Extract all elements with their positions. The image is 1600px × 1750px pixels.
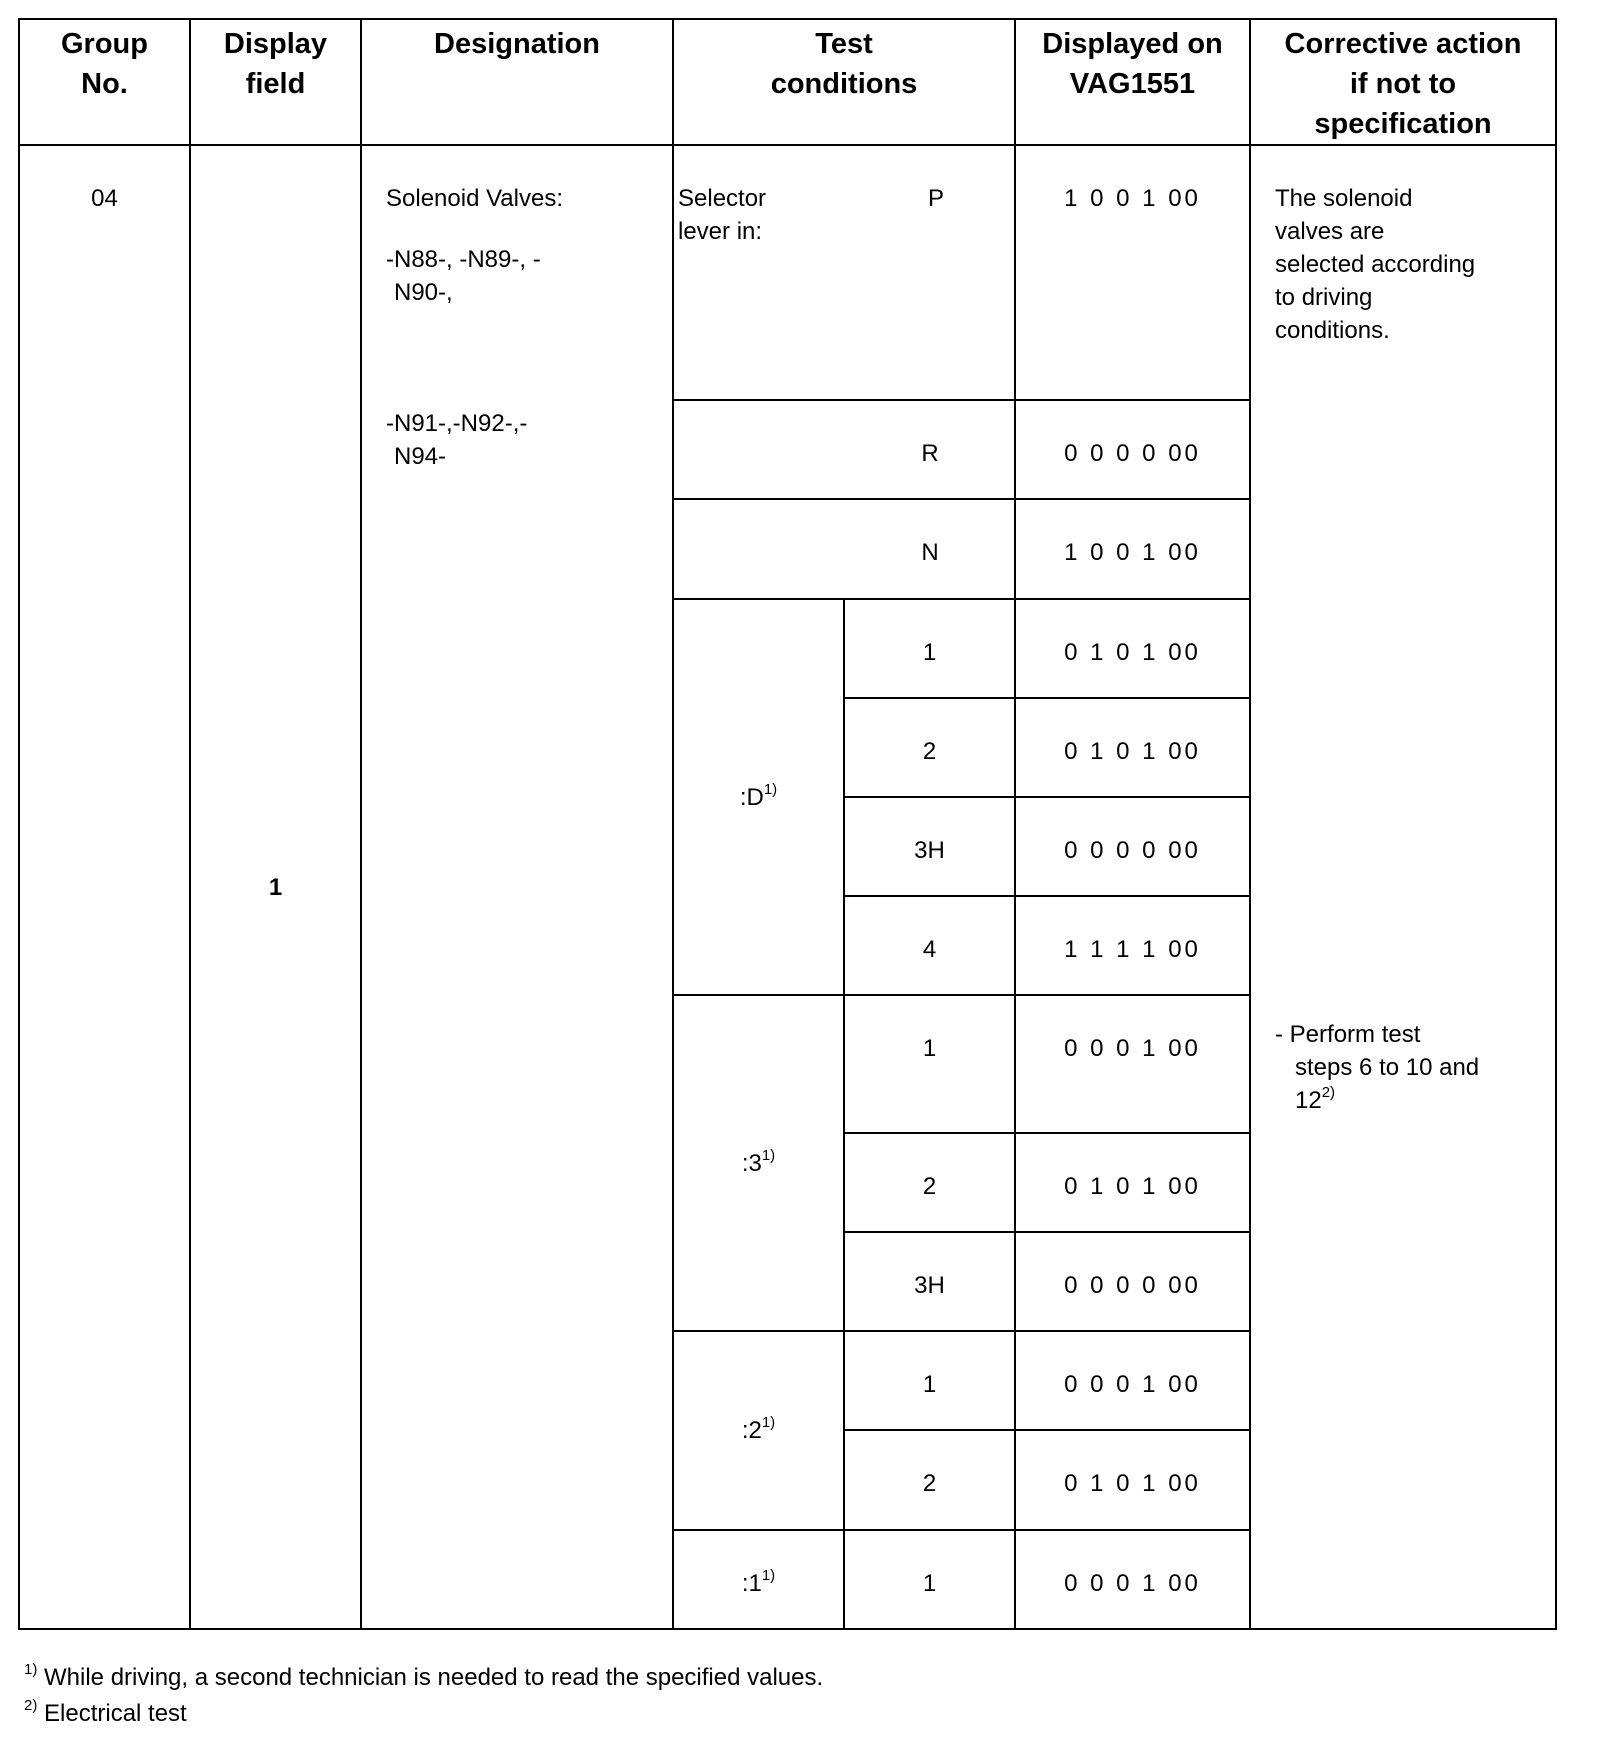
value-d-4: 1 1 1 1 00 — [1015, 896, 1250, 995]
diagnostic-spec-table — [18, 18, 1557, 1630]
display-field-number: 1 — [268, 873, 283, 901]
footnote-ref-1: 1) — [761, 1413, 776, 1431]
designation-valves-line3: -N91-,-N92-,- — [386, 410, 528, 437]
header-displayed-on-line2: VAG1551 — [1069, 68, 1196, 100]
corrective-action-cell — [1250, 145, 1556, 1629]
header-corrective-action-line1: Corrective action — [1284, 28, 1522, 60]
corrective-step-number: 12 — [1295, 1087, 1322, 1114]
gear-n: N — [673, 499, 1015, 598]
designation-valves-line1: -N88-, -N89-, - — [386, 246, 541, 273]
corrective-line: - Perform test — [1275, 1021, 1421, 1048]
footnote-mark-2: 2) — [24, 1697, 38, 1714]
gear-d-4: 4 — [844, 896, 1015, 995]
corrective-text-1 — [1275, 182, 1545, 347]
gear-3-3h: 3H — [844, 1232, 1015, 1331]
footnote-text-1: While driving, a second technician is needed to read the specified values. — [44, 1664, 824, 1691]
value-d-3h: 0 0 0 0 00 — [1015, 797, 1250, 896]
gear-d-2: 2 — [844, 698, 1015, 797]
value-2-1: 0 0 0 1 00 — [1015, 1331, 1250, 1430]
value-3-3h: 0 0 0 0 00 — [1015, 1232, 1250, 1331]
footnote-ref-1: 1) — [761, 1566, 776, 1584]
selector-2-cell — [673, 1331, 844, 1529]
header-designation-text: Designation — [434, 28, 600, 60]
display-field-cell — [190, 145, 361, 1629]
selector-2-label: :2 — [741, 1416, 762, 1444]
gear-3-1: 1 — [844, 995, 1015, 1132]
designation-valves-line2: N90-, — [394, 279, 453, 306]
test-condition-p — [673, 145, 1015, 400]
gear-r: R — [673, 400, 1015, 499]
footnote-text-2: Electrical test — [44, 1700, 187, 1727]
table-row — [19, 145, 1556, 400]
header-designation — [361, 19, 673, 145]
footnote-ref-2: 2) — [1321, 1084, 1336, 1101]
gear-2-2: 2 — [844, 1430, 1015, 1529]
gear-p: P — [927, 185, 944, 212]
designation-solenoid-valves: Solenoid Valves: — [386, 185, 563, 212]
value-2-2: 0 1 0 1 00 — [1015, 1430, 1250, 1529]
value-r: 0 0 0 0 00 — [1015, 400, 1250, 499]
value-3-2: 0 1 0 1 00 — [1015, 1133, 1250, 1232]
footnotes — [24, 1660, 823, 1732]
footnote-ref-1: 1) — [761, 1146, 776, 1164]
header-display-field-line1: Display — [223, 28, 328, 60]
corrective-line — [1275, 1084, 1515, 1117]
corrective-line: valves are — [1275, 218, 1385, 245]
header-group-no-line2: No. — [81, 68, 128, 100]
header-displayed-on — [1015, 19, 1250, 145]
group-number: 04 — [91, 185, 118, 212]
header-row — [19, 19, 1556, 145]
gear-d-1: 1 — [844, 599, 1015, 698]
header-group-no-line1: Group — [61, 28, 148, 60]
designation-cell — [361, 145, 673, 1629]
group-number-cell — [19, 145, 190, 1629]
selector-1-cell — [673, 1530, 844, 1629]
header-corrective-action-line3: specification — [1314, 108, 1492, 140]
gear-3-2: 2 — [844, 1133, 1015, 1232]
gear-d-3h: 3H — [844, 797, 1015, 896]
header-display-field-line2: field — [245, 68, 306, 100]
designation-valves-line4: N94- — [394, 443, 447, 470]
footnote-1 — [24, 1660, 823, 1696]
value-d-1: 0 1 0 1 00 — [1015, 599, 1250, 698]
selector-1-label: :1 — [741, 1569, 762, 1597]
footnote-mark-1: 1) — [24, 1661, 38, 1678]
header-displayed-on-line1: Displayed on — [1042, 28, 1223, 60]
gear-1-1: 1 — [844, 1530, 1015, 1629]
corrective-line: conditions. — [1275, 317, 1390, 344]
header-corrective-action — [1250, 19, 1556, 145]
header-test-conditions-line2: conditions — [770, 68, 918, 100]
selector-label-line2: lever in: — [678, 218, 763, 245]
selector-lever-label — [678, 182, 766, 248]
header-group-no — [19, 19, 190, 145]
gear-2-1: 1 — [844, 1331, 1015, 1430]
corrective-line: The solenoid — [1275, 185, 1413, 212]
header-test-conditions — [673, 19, 1015, 145]
value-n: 1 0 0 1 00 — [1015, 499, 1250, 598]
corrective-line: steps 6 to 10 and — [1295, 1054, 1480, 1081]
footnote-2 — [24, 1696, 823, 1732]
selector-3-cell — [673, 995, 844, 1331]
corrective-line: to driving — [1275, 284, 1373, 311]
header-test-conditions-line1: Test — [815, 28, 873, 60]
header-corrective-action-line2: if not to — [1349, 68, 1457, 100]
selector-label-line1: Selector — [678, 185, 767, 212]
footnote-ref-1: 1) — [763, 780, 778, 798]
selector-d-label: :D — [739, 783, 764, 811]
value-p: 1 0 0 1 00 — [1015, 145, 1250, 400]
corrective-line: selected according — [1275, 251, 1476, 278]
header-display-field — [190, 19, 361, 145]
selector-3-label: :3 — [741, 1149, 762, 1177]
value-1-1: 0 0 0 1 00 — [1015, 1530, 1250, 1629]
selector-d-cell — [673, 599, 844, 996]
value-3-1: 0 0 0 1 00 — [1015, 995, 1250, 1132]
value-d-2: 0 1 0 1 00 — [1015, 698, 1250, 797]
corrective-text-2 — [1275, 1018, 1515, 1117]
